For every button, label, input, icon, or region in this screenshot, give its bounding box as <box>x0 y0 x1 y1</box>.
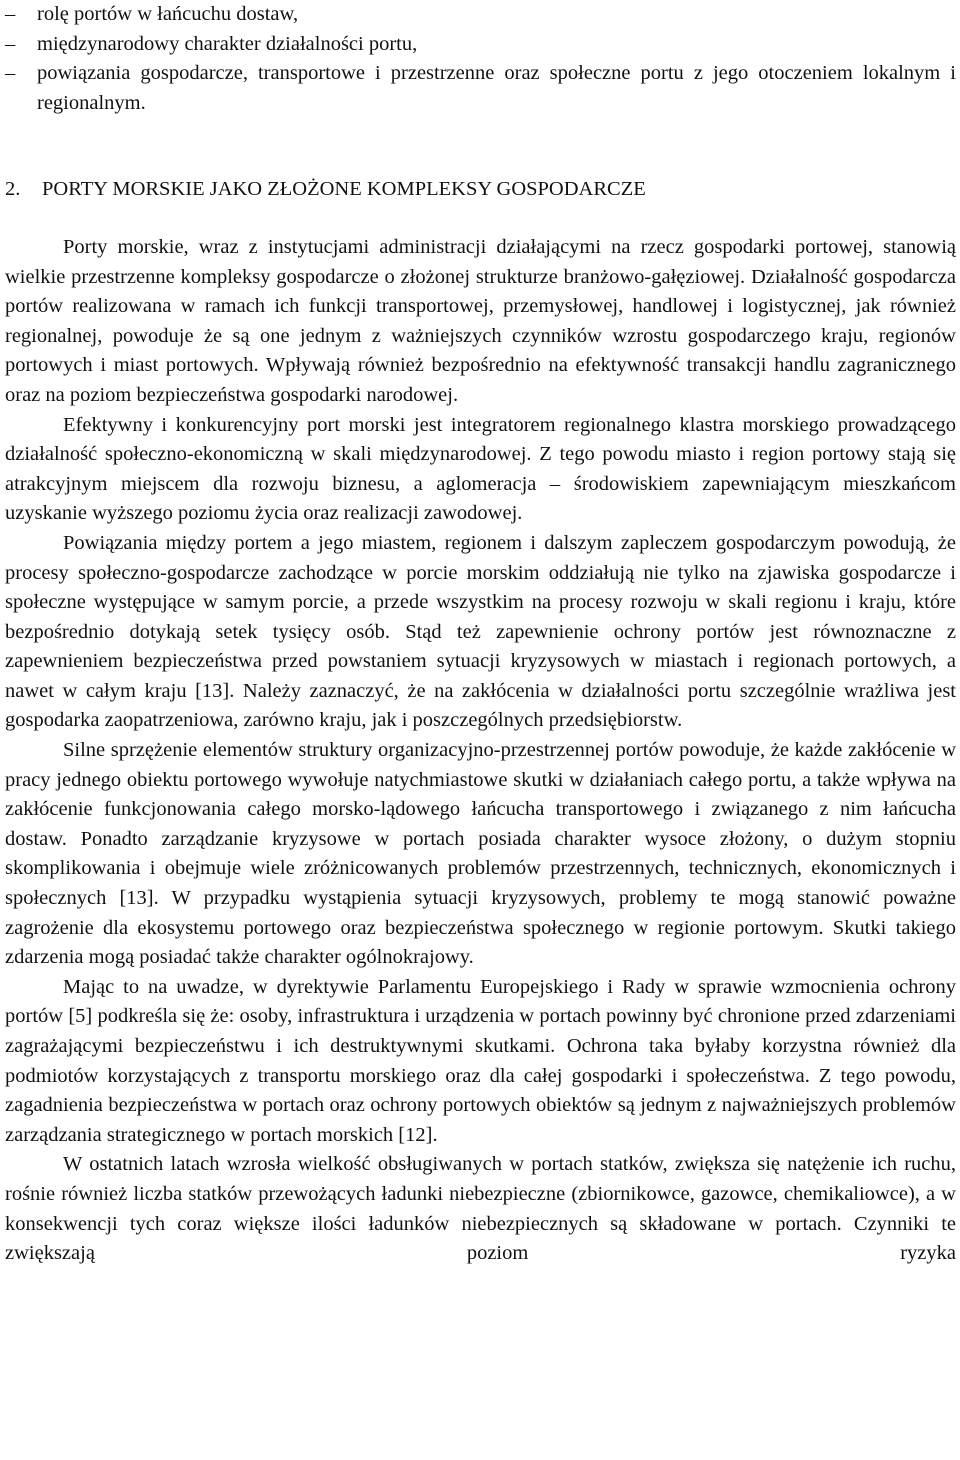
bullet-list <box>5 0 956 118</box>
paragraph: Porty morskie, wraz z instytucjami administracji działającymi na rzecz gospodarki portowej, stanowią wielkie przestrzenne kompleksy gospodarcze o złożonej strukturze branżowo-gałęziowej. Działalność gospodarcza portów realizowana w ramach ich funkcji transportowej, przemysłowej, handlowej i logistycznej, jak również regionalnej, powoduje że są one jednym z ważniejszych czynników wzrostu gospodarczego kraju, regionów portowych i miast portowych. Wpływają również bezpośrednio na efektywność transakcji handlu zagranicznego oraz na poziom bezpieczeństwa gospodarki narodowej. <box>5 235 956 406</box>
list-item <box>5 30 956 60</box>
paragraph: Efektywny i konkurencyjny port morski jest integratorem regionalnego klastra morskiego prowadzącego działalność społeczno-ekonomiczną w skali międzynarodowej. Z tego powodu miasto i region portowy stają się atrakcyjnym miejscem dla rozwoju biznesu, a aglomeracja – środowiskiem zapewniającym mieszkańcom uzyskanie wyższego poziomu życia oraz realizacji zawodowej. <box>5 413 956 525</box>
list-item <box>5 59 956 118</box>
paragraph: W ostatnich latach wzrosła wielkość obsługiwanych w portach statków, zwiększa się natężenie ich ruchu, rośnie również liczba statków przewożących ładunki niebezpieczne (zbiornikowce, gazowce, chemikaliowce), a w konsekwencji tych coraz większe ilości ładunków niebezpiecznych są składowane w portach. Czynniki te zwiększają poziom ryzyka <box>5 1153 956 1265</box>
paragraph: Powiązania między portem a jego miastem, regionem i dalszym zapleczem gospodarczym powodują, że procesy społeczno-gospodarcze zachodzące w porcie morskim oddziałują nie tylko na zjawiska gospodarcze i społeczne występujące w samym porcie, a przede wszystkim na procesy rozwoju w skali regionu i kraju, które bezpośrednio dotykają setek tysięcy osób. Stąd też zapewnienie ochrony portów jest równoznaczne z zapewnieniem bezpieczeństwa przed powstaniem sytuacji kryzysowych w miastach i regionach portowych, a nawet w całym kraju [13]. Należy zaznaczyć, że na zakłócenia w działalności portu szczególnie wrażliwa jest gospodarka zaopatrzeniowa, zarówno kraju, jak i poszczególnych przedsiębiorstw. <box>5 531 956 732</box>
paragraph: Mając to na uwadze, w dyrektywie Parlamentu Europejskiego i Rady w sprawie wzmocnienia ochrony portów [5] podkreśla się że: osoby, infrastruktura i urządzenia w portach powinny być chronione przed zdarzeniami zagrażającymi bezpieczeństwu i ich destruktywnymi skutkami. Ochrona taka byłaby korzystna również dla podmiotów korzystających z transportu morskiego oraz dla całej gospodarki i społeczeństwa. Z tego powodu, zagadnienia bezpieczeństwa w portach oraz ochrony portowych obiektów są jednym z najważniejszych problemów zarządzania strategicznego w portach morskich [12]. <box>5 975 956 1146</box>
dash-marker: – <box>5 62 16 85</box>
section-title: PORTY MORSKIE JAKO ZŁOŻONE KOMPLEKSY GOSPODARCZE <box>42 178 646 201</box>
list-item <box>5 0 956 30</box>
list-item-text: powiązania gospodarcze, transportowe i przestrzenne oraz społeczne portu z jego otoczeniem lokalnym i regionalnym. <box>37 62 956 114</box>
paragraph: Silne sprzężenie elementów struktury organizacyjno-przestrzennej portów powoduje, że każde zakłócenie w pracy jednego obiektu portowego wywołuje natychmiastowe skutki w działaniach całego portu, a także wpływa na zakłócenie funkcjonowania całego morsko-lądowego łańcucha transportowego i związanego z nim łańcucha dostaw. Ponadto zarządzanie kryzysowe w portach posiada charakter wysoce złożony, o dużym stopniu skomplikowania i obejmuje wiele zróżnicowanych problemów przestrzennych, technicznych, ekonomicznych i społecznych [13]. W przypadku wystąpienia sytuacji kryzysowych, problemy te mogą stanowić poważne zagrożenie dla ekosystemu portowego oraz bezpieczeństwa społecznego w regionie portowym. Skutki takiego zdarzenia mogą posiadać także charakter ogólnokrajowy. <box>5 739 956 969</box>
section-number: 2. <box>5 178 21 201</box>
section-heading <box>5 175 956 205</box>
dash-marker: – <box>5 3 16 25</box>
list-item-text: rolę portów w łańcuchu dostaw, <box>37 3 299 25</box>
list-item-text: międzynarodowy charakter działalności portu, <box>37 32 418 55</box>
dash-marker: – <box>5 32 16 55</box>
